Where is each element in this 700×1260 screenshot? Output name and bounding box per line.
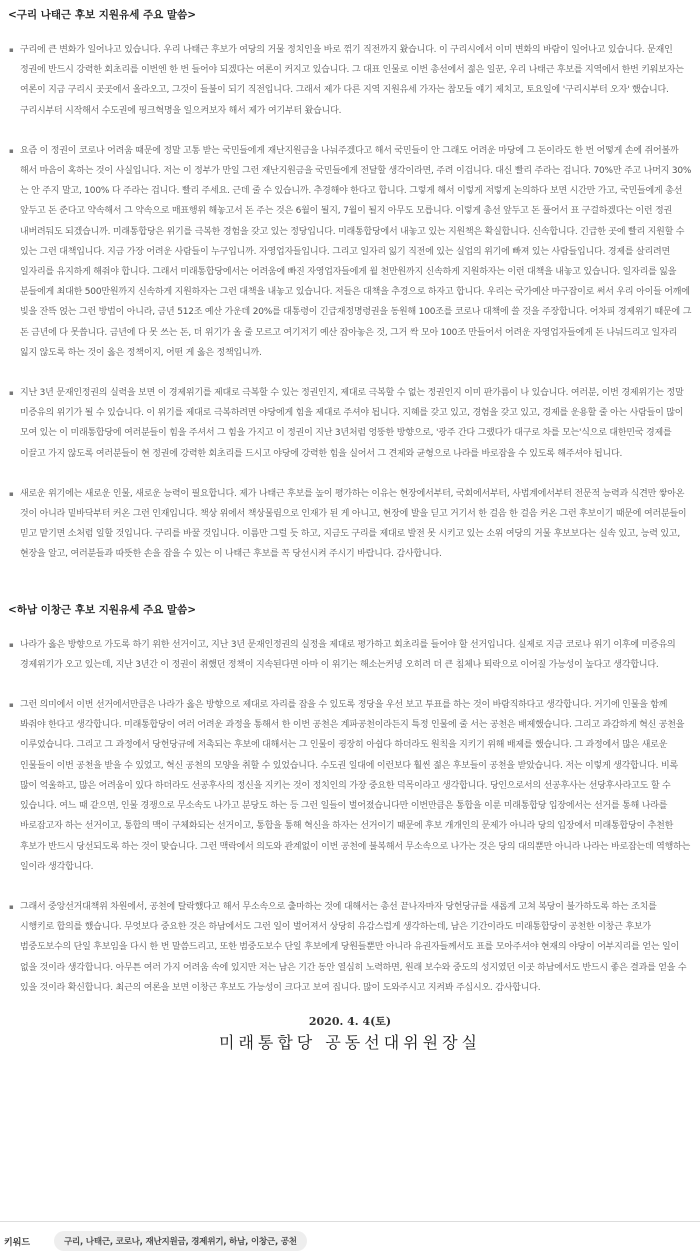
paragraph: ▪ 그래서 중앙선거대책위 차원에서, 공천에 탈락했다고 해서 무소속으로 출마하는 것에 대해서는 총선 끝나자마자 당헌당규를 새롭게 고쳐 복당이 불가하도록 하는 조치를 시행키로 합의를 했습니다. 무엇보다 중요한 것은 하남에서도 그런 일이 벌어져서 상당히 유감스럽게 생각하는데, 남은 기간이라도 미래통합당이 공천한 이창근 후보가 범중도보수의 단일 후보임을 다시 한 번 말씀드리고, 또한 범중도보수 단일 후보에게 당원들뿐만 아니라 유권자들께서도 표를 모아주셔야 현재의 야당이 어부지리를 얻는 일이 없을 것이라 생각합니다. 아무튼 여러 가지 어려움 속에 있지만 저는 남은 기간 동안 열심히 노력하면, 원래 보수와 중도의 성지였던 이곳 하남에서도 반드시 좋은 결과를 얻을 수 있을 것이라 확신합니다. 최근의 여론을 보면 이창근 후보도 가능성이 크다고 보여 집니다. 많이 도와주시고 지켜봐 주십시오. 감사합니다. [8,897,692,998]
keyword-tag-list[interactable]: 구리, 나태근, 코로나, 재난지원금, 경제위기, 하남, 이창근, 공천 [54,1231,307,1251]
paragraph: ▪ 구리에 큰 변화가 일어나고 있습니다. 우리 나태근 후보가 여당의 거물 정치인을 바로 꺾기 직전까지 왔습니다. 이 구리시에서 이미 변화의 바람이 일어나고 있습니다. 문재인 정권에 반드시 강력한 회초리를 이번엔 한 번 들어야 되겠다는 여론이 커지고 있습니다. 그 대표 인물로 이번 총선에서 젊은 일꾼, 우리 나태근 후보를 지역에서 한번 키워보자는 여론이 지금 구리시 곳곳에서 올라오고, 그것이 들불이 되기 직전입니다. 그래서 제가 다른 지역 지원유세 가자는 참모들 얘기 제치고, 토요일에 '구리시부터 오자' 했습니다. 구리시부터 시작해서 수도권에 핑크혁명을 일으켜보자 해서 제가 여기부터 왔습니다. [8,40,692,121]
closing-organization: 미래통합당 공동선대위원장실 [218,1032,481,1052]
keyword-label: 키워드 [4,1237,31,1248]
section-heading-guri: <구리 나태근 후보 지원유세 주요 말씀> [8,9,197,21]
paragraph: ▪ 나라가 옳은 방향으로 가도록 하기 위한 선거이고, 지난 3년 문재인정권의 실정을 제대로 평가하고 회초리를 들어야 할 선거입니다. 실제로 지금 코로나 위기 이후에 미증유의 경제위기가 오고 있는데, 지난 3년간 이 정권이 취했던 정책이 지속된다면 아마 이 위기는 해소는커녕 오히려 더 큰 침체나 퇴락으로 이어질 가능성이 높다고 생각합니다. [8,635,692,675]
paragraph: ▪ 새로운 위기에는 새로운 인물, 새로운 능력이 필요합니다. 제가 나태근 후보를 높이 평가하는 이유는 현장에서부터, 국회에서부터, 사법계에서부터 전문적 능력과 식견만 쌓아온 것이 아니라 밑바닥부터 커온 그런 인재입니다. 책상 위에서 책상물림으로 인재가 된 게 아니고, 현장에 발을 딛고 거기서 한 걸음 한 걸음 커온 그런 후보이기 때문에 여러분들이 믿고 맡기면 소처럼 일할 것입니다. 구리를 바꿀 것입니다. 이름만 그럴 듯 하고, 지금도 구리를 제대로 발전 못 시키고 있는 소위 여당의 거물 후보보다는 실속 있고, 능력 있고, 현장을 알고, 여러분들과 따뜻한 손을 잡을 수 있는 이 나태근 후보를 꼭 당선시켜 주시기 바랍니다. 감사합니다. [8,484,692,565]
keyword-bar [0,1221,700,1260]
section-heading-hanam: <하남 이창근 후보 지원유세 주요 말씀> [8,603,197,616]
closing-date: 2020. 4. 4(토) [308,1014,392,1028]
paragraph: ▪ 그런 의미에서 이번 선거에서만큼은 나라가 옳은 방향으로 제대로 자리를 잡을 수 있도록 정당을 우선 보고 투표를 하는 것이 바람직하다고 생각합니다. 거기에 인물을 함께 봐줘야 한다고 생각합니다. 미래통합당이 여러 어려운 과정을 통해서 한 이번 공천은 계파공천이라든지 특정 인물에 줄 서는 공천은 배제했습니다. 그리고 과감하게 혁신 공천을 이루었습니다. 그리고 그 과정에서 당헌당규에 저촉되는 후보에 대해서는 그 인물이 굉장히 아쉽다 하더라도 원칙을 지키기 위해 배제를 했습니다. 그 과정에서 많은 새로운 인물들이 이번 공천을 받을 수 있었고, 혁신 공천의 모양을 취할 수 있었습니다. 수도권 일대에 이런보다 훨씬 젊은 후보들이 공천을 받았습니다. 저는 이렇게 생각합니다. 비록 많이 억울하고, 많은 어려움이 있다 하더라도 선공후사의 정신을 지키는 것이 정치인의 가장 중요한 덕목이라고 생각합니다. 당인으로서의 선공후사는 선당후사라고도 할 수 있습니다. 여느 때 같으면, 인물 경쟁으로 무소속도 나가고 분당도 하는 등 그런 일들이 벌어졌습니다만 이번만큼은 통합을 이룬 미래통합당 입장에서는 선거를 통해 나라를 바로잡고자 하는 선거이고, 통합의 맥이 구체화되는 선거이고, 통합을 통해 혁신을 하자는 선거이기 때문에 후보 개개인의 문제가 아니라 당의 입장에서 미래통합당이 추천한 후보가 반드시 당선되도록 하는 것이 맞습니다. 그런 맥락에서 의도와 관계없이 이번 공천에 불복해서 무소속으로 나가는 것은 당의 대의뿐만 아니라 나라는 바로잡는데 역행하는 일이라 생각합니다. [8,695,692,877]
paragraph: ▪ 요즘 이 정권이 코로나 어려움 때문에 정말 고통 받는 국민들에게 재난지원금을 나눠주겠다고 해서 국민들이 안 그래도 어려운 마당에 그 돈이라도 한 번 어떻게 손에 쥐어볼까 해서 마음이 혹하는 것이 사실입니다. 저는 이 정부가 만일 그런 재난지원금을 국민들에게 전달할 생각이라면, 주려 이겁니다. 대신 빨리 주라는 겁니다. 70%만 주고 나머지 30%는 안 주지 말고, 100% 다 주라는 겁니다. 빨리 주세요. 근데 줄 수 있습니까. 추경해야 한다고 합니다. 그렇게 해서 이렇게 저렇게 논의하다 보면 시간만 가고, 국민들에게 총선 앞두고 돈 준다고 약속해서 그 약속으로 매표행위 해놓고서 돈 주는 것은 6월이 될지, 7월이 될지 아무도 모릅니다. 이렇게 총선 앞두고 돈 풀어서 표 구걸하겠다는 이런 정권 내버려둬도 되겠습니까. 미래통합당은 위기를 극복한 경험을 갖고 있는 정당입니다. 미래통합당에서 내놓고 있는 지원책은 확실합니다. 신속합니다. 긴급한 곳에 빨리 지원할 수 있는 그런 대책입니다. 지금 가장 어려운 사람들이 누구입니까. 자영업자들입니다. 그리고 일자리 잃기 직전에 있는 실업의 위기에 빠져 있는 사람들입니다. 경제를 살리려면 일자리를 유지하게 해줘야 합니다. 그래서 미래통합당에서는 어려움에 빠진 자영업자들에게 월 천만원까지 신속하게 지원하자는 이런 대책을 내놓고 있습니다. 일자리를 잃을 분들에게 최대한 500만원까지 신속하게 지원하자는 그런 대책을 내놓고 있습니다. 저들은 대책을 추경으로 하자고 합니다. 우리는 국가예산 마구잡이로 써서 우리 아이들 어깨에 빚을 잔뜩 얹는 그런 방법이 아니라, 금년 512조 예산 가운데 20%를 대통령이 긴급재정명령권을 동원해 100조를 코로나 대책에 쓸 것을 주장합니다. 어차피 경제위기 때문에 그 돈 금년에 다 못씁니다. 금년에 다 못 쓰는 돈, 더 위기가 올 줄 모르고 여기저기 예산 잡아놓은 것, 그거 싹 모아 100조 만들어서 어려운 자영업자들에게 돈 나눠드리고 일자리 잃지 않도록 하는 것이 옳은 정책이지, 어떤 게 옳은 정책입니까. [8,141,692,363]
closing-signature [8,1014,692,1054]
paragraph: ▪ 지난 3년 문재인정권의 실력을 보면 이 경제위기를 제대로 극복할 수 있는 정권인지, 제대로 극복할 수 없는 정권인지 이미 판가름이 나 있습니다. 여러분, 이번 경제위기는 정말 미증유의 위기가 될 수 있습니다. 이 위기를 제대로 극복하려면 야당에게 힘을 제대로 주셔야 됩니다. 지혜를 갖고 있고, 경험을 갖고 있고, 경제를 운용할 줄 아는 사람들이 많이 모여 있는 이 미래통합당에 여러분들이 힘을 주셔서 그 힘을 가지고 이 정권이 지난 3년처럼 엉뚱한 방향으로, '광주 간다 그랬다가 대구로 차를 모는'식으로 대한민국 경제를 이끌고 가지 않도록 여러분들이 현 정권에 강력한 회초리를 드시고 야당에 강력한 힘을 실어서 그 견제와 균형으로 나라를 바로잡을 수 있도록 해주셔야 됩니다. [8,383,692,464]
